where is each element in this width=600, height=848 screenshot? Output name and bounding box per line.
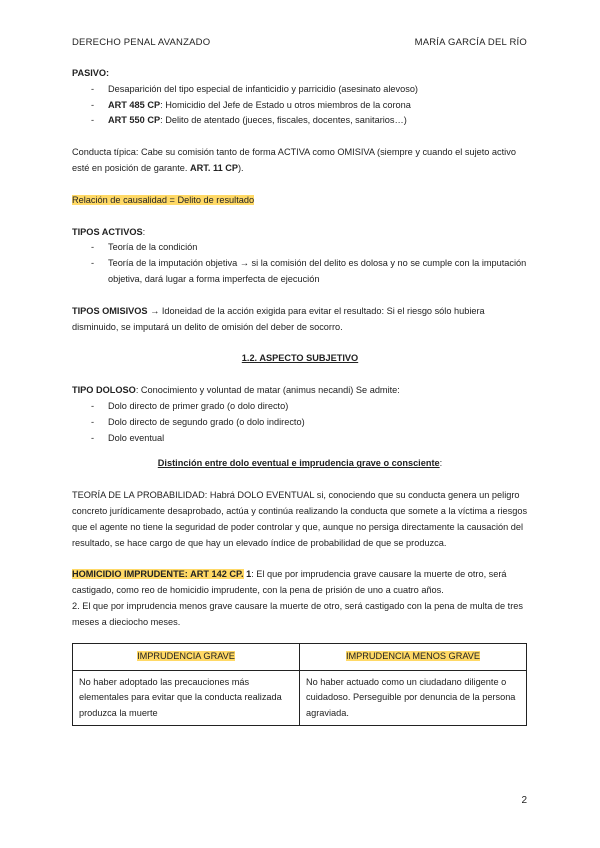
table-header: IMPRUDENCIA MENOS GRAVE bbox=[300, 643, 527, 670]
list-item: - Dolo eventual bbox=[72, 431, 528, 447]
relacion-causalidad bbox=[72, 193, 528, 209]
tipos-activos-heading: TIPOS ACTIVOS: bbox=[72, 226, 146, 237]
tipo-doloso-list bbox=[72, 399, 528, 446]
section-title: 1.2. ASPECTO SUBJETIVO bbox=[241, 353, 359, 364]
list-item: - Dolo directo de segundo grado (o dolo indirecto) bbox=[72, 415, 528, 431]
list-item-article: ART 485 CP bbox=[108, 99, 161, 110]
tipo-doloso-heading: TIPO DOLOSO bbox=[72, 385, 136, 396]
teoria-probabilidad-paragraph: TEORÍA DE LA PROBABILIDAD: Habrá DOLO EVENTUAL si, conociendo que su conducta genera un peligro concreto jurídicamente desaprobado, actúa y continúa realizando la conducta que somete a la víctima a riesgos que el agente no tiene la seguridad de poder controlar y que, aunque no persiga directamente la causación del resultado, se hace cargo de que hay un elevado índice de probabilidad de que se produzca. bbox=[72, 490, 528, 548]
conducta-paragraph: Conducta típica: Cabe su comisión tanto de forma ACTIVA como OMISIVA (siempre y cuando el sujeto activo esté en posición de garante. ART. 11 CP). bbox=[72, 147, 516, 173]
tipos-omisivos-heading: TIPOS OMISIVOS bbox=[72, 305, 148, 316]
table-header: IMPRUDENCIA GRAVE bbox=[73, 643, 300, 670]
tipos-omisivos-paragraph: TIPOS OMISIVOS → Idoneidad de la acción exigida para evitar el resultado: Si el riesgo sólo hubiera disminuido, se imputará un delito de omisión del deber de socorro. bbox=[72, 305, 485, 332]
pasivo-heading: PASIVO: bbox=[72, 68, 110, 78]
distincion-title: Distinción entre dolo eventual e imprudencia grave o consciente: bbox=[157, 458, 443, 469]
highlighted-text: Relación de causalidad = Delito de resultado bbox=[72, 194, 255, 205]
table-cell: No haber adoptado las precauciones más elementales para evitar que la conducta realizada produzca la muerte bbox=[73, 670, 300, 725]
pasivo-list bbox=[72, 82, 528, 129]
tipo-doloso-paragraph: TIPO DOLOSO: Conocimiento y voluntad de matar (animus necandi) Se admite: bbox=[72, 385, 400, 396]
homicidio-heading: HOMICIDIO IMPRUDENTE: ART 142 CP. bbox=[72, 569, 244, 580]
homicidio-paragraph: HOMICIDIO IMPRUDENTE: ART 142 CP. 1: El que por imprudencia grave causare la muerte de otro, será castigado, como reo de homicidio imprudente, con la pena de prisión de uno a cuatro años. bbox=[72, 569, 507, 596]
list-item: - Dolo directo de primer grado (o dolo directo) bbox=[72, 399, 528, 415]
list-item-text: Desaparición del tipo especial de infanticidio y parricidio (asesinato alevoso) bbox=[108, 83, 418, 94]
list-item-text: : Homicidio del Jefe de Estado u otros miembros de la corona bbox=[160, 99, 411, 110]
list-item bbox=[72, 98, 528, 114]
list-item-text: : Delito de atentado (jueces, fiscales, docentes, sanitarios…) bbox=[160, 115, 407, 126]
list-item: - Teoría de la condición bbox=[72, 240, 528, 256]
conducta-article: ART. 11 CP bbox=[190, 162, 238, 173]
tipos-activos-list bbox=[72, 240, 528, 287]
list-item-article: ART 550 CP bbox=[108, 115, 161, 126]
imprudencia-table bbox=[72, 643, 527, 727]
list-item: - Teoría de la imputación objetiva → si la comisión del delito es dolosa y no se cumple con la imputación objetiva, dará lugar a forma imperfecta de ejecución bbox=[72, 256, 528, 288]
page-number: 2 bbox=[521, 795, 527, 806]
list-item bbox=[72, 82, 528, 98]
homicidio-paragraph-2: 2. El que por imprudencia menos grave causare la muerte de otro, será castigado con la pena de multa de tres meses a dieciocho meses. bbox=[72, 600, 523, 627]
header-author: MARÍA GARCÍA DEL RÍO bbox=[414, 37, 527, 48]
header-course-title: DERECHO PENAL AVANZADO bbox=[72, 37, 211, 48]
list-item bbox=[72, 113, 528, 129]
table-cell: No haber actuado como un ciudadano diligente o cuidadoso. Perseguible por denuncia de la persona agraviada. bbox=[300, 670, 527, 725]
page-body bbox=[72, 66, 528, 726]
